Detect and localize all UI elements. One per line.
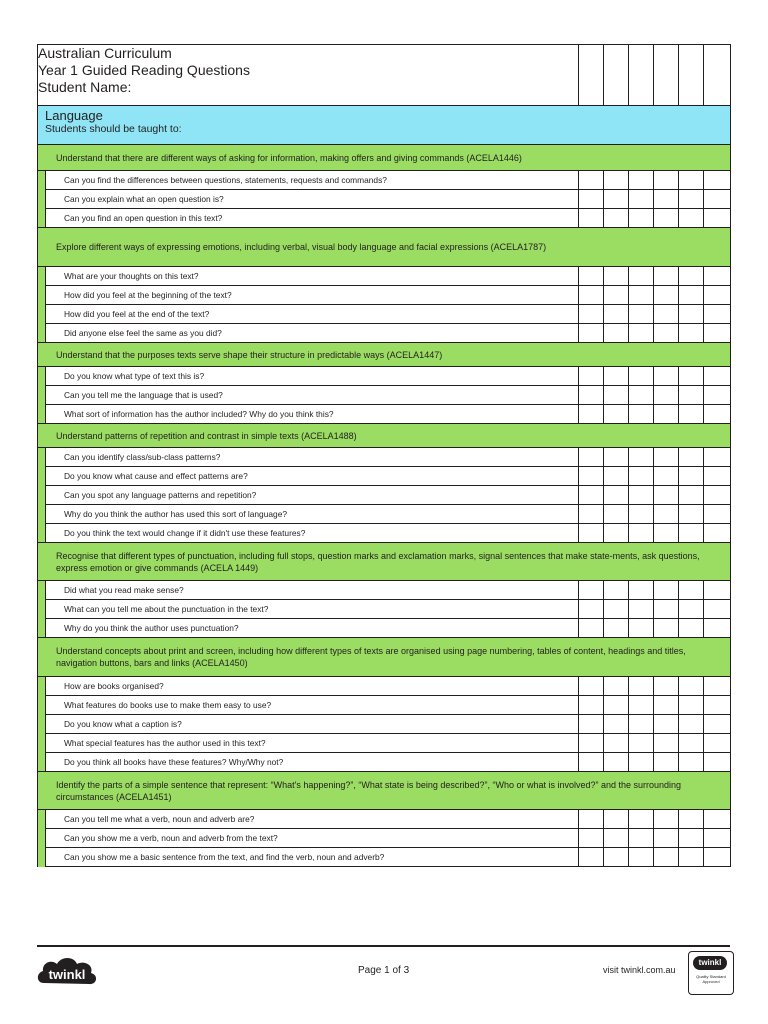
check-box[interactable] xyxy=(704,810,731,829)
check-box[interactable] xyxy=(604,619,629,638)
check-box[interactable] xyxy=(654,190,679,209)
section-spine xyxy=(38,448,46,467)
check-box[interactable] xyxy=(579,405,604,424)
question-text: What features do books use to make them easy to use? xyxy=(46,696,579,715)
check-box[interactable] xyxy=(629,829,654,848)
check-box[interactable] xyxy=(654,505,679,524)
header-check-cell xyxy=(629,45,654,106)
check-box[interactable] xyxy=(704,619,731,638)
check-box[interactable] xyxy=(629,753,654,772)
question-text: Can you identify class/sub-class patterns? xyxy=(46,448,579,467)
check-box[interactable] xyxy=(604,600,629,619)
check-box[interactable] xyxy=(629,448,654,467)
question-row xyxy=(38,324,731,343)
section-spine xyxy=(38,505,46,524)
check-box[interactable] xyxy=(604,405,629,424)
section-spine xyxy=(38,581,46,600)
section-spine xyxy=(38,171,46,190)
header-row xyxy=(38,45,731,106)
section-row xyxy=(38,772,731,810)
check-box[interactable] xyxy=(629,367,654,386)
check-box[interactable] xyxy=(579,190,604,209)
section-title: Understand that there are different ways of asking for information, making offers and giving commands (ACELA1446) xyxy=(38,145,731,171)
section-title: Identify the parts of a simple sentence that represent: “What's happening?”, “What state is being described?”, “Who or what is involved?” and the surrounding circumstances (ACELA1451) xyxy=(38,772,731,810)
check-box[interactable] xyxy=(679,367,704,386)
check-box[interactable] xyxy=(704,267,731,286)
check-box[interactable] xyxy=(579,600,604,619)
check-box[interactable] xyxy=(679,734,704,753)
quality-badge xyxy=(688,951,734,995)
question-row xyxy=(38,581,731,600)
section-title: Explore different ways of expressing emotions, including verbal, visual body language and facial expressions (ACELA1787) xyxy=(38,228,731,267)
section-spine xyxy=(38,810,46,829)
question-text: Do you know what type of text this is? xyxy=(46,367,579,386)
question-text: How did you feel at the beginning of the text? xyxy=(46,286,579,305)
question-text: How are books organised? xyxy=(46,677,579,696)
check-box[interactable] xyxy=(654,267,679,286)
question-text: Can you tell me the language that is used? xyxy=(46,386,579,405)
check-box[interactable] xyxy=(579,267,604,286)
question-text: Can you spot any language patterns and repetition? xyxy=(46,486,579,505)
section-title: Understand patterns of repetition and contrast in simple texts (ACELA1488) xyxy=(38,424,731,448)
question-row xyxy=(38,486,731,505)
check-box[interactable] xyxy=(579,619,604,638)
section-spine xyxy=(38,696,46,715)
check-box[interactable] xyxy=(579,171,604,190)
check-box[interactable] xyxy=(579,448,604,467)
check-box[interactable] xyxy=(704,209,731,228)
check-box[interactable] xyxy=(629,171,654,190)
section-row xyxy=(38,145,731,171)
check-box[interactable] xyxy=(604,467,629,486)
section-spine xyxy=(38,486,46,505)
check-box[interactable] xyxy=(679,190,704,209)
check-box[interactable] xyxy=(579,715,604,734)
section-row xyxy=(38,543,731,581)
check-box[interactable] xyxy=(604,209,629,228)
question-text: Did what you read make sense? xyxy=(46,581,579,600)
check-box[interactable] xyxy=(679,467,704,486)
check-box[interactable] xyxy=(704,753,731,772)
check-box[interactable] xyxy=(654,619,679,638)
header-cell xyxy=(38,45,579,106)
check-box[interactable] xyxy=(654,405,679,424)
section-spine xyxy=(38,305,46,324)
section-spine xyxy=(38,209,46,228)
section-spine xyxy=(38,267,46,286)
check-box[interactable] xyxy=(679,405,704,424)
logo-text: twinkl xyxy=(48,967,86,982)
header-check-cell xyxy=(604,45,629,106)
footer-rule xyxy=(37,945,730,947)
question-row xyxy=(38,386,731,405)
header-check-cell xyxy=(654,45,679,106)
question-row xyxy=(38,696,731,715)
worksheet xyxy=(37,44,730,867)
question-row xyxy=(38,715,731,734)
check-box[interactable] xyxy=(704,524,731,543)
question-row xyxy=(38,305,731,324)
check-box[interactable] xyxy=(579,677,604,696)
section-spine xyxy=(38,386,46,405)
section-spine xyxy=(38,677,46,696)
check-box[interactable] xyxy=(704,696,731,715)
band-title: Language xyxy=(45,108,103,123)
badge-logo: twinkl xyxy=(693,956,727,970)
check-box[interactable] xyxy=(629,486,654,505)
check-box[interactable] xyxy=(579,467,604,486)
check-box[interactable] xyxy=(704,448,731,467)
check-box[interactable] xyxy=(604,829,629,848)
question-row xyxy=(38,267,731,286)
check-box[interactable] xyxy=(654,486,679,505)
section-spine xyxy=(38,190,46,209)
check-box[interactable] xyxy=(629,190,654,209)
check-box[interactable] xyxy=(629,267,654,286)
page-number: Page 1 of 3 xyxy=(358,965,410,976)
check-box[interactable] xyxy=(704,600,731,619)
question-text: Do you think all books have these features? Why/Why not? xyxy=(46,753,579,772)
check-box[interactable] xyxy=(579,486,604,505)
check-box[interactable] xyxy=(629,677,654,696)
check-box[interactable] xyxy=(704,305,731,324)
check-box[interactable] xyxy=(704,324,731,343)
question-text: What sort of information has the author included? Why do you think this? xyxy=(46,405,579,424)
check-box[interactable] xyxy=(679,305,704,324)
question-text: Do you think the text would change if it didn't use these features? xyxy=(46,524,579,543)
check-box[interactable] xyxy=(679,600,704,619)
check-box[interactable] xyxy=(604,386,629,405)
header-check-cell xyxy=(704,45,731,106)
check-box[interactable] xyxy=(704,848,731,867)
check-box[interactable] xyxy=(629,715,654,734)
check-box[interactable] xyxy=(679,209,704,228)
check-box[interactable] xyxy=(629,386,654,405)
question-row xyxy=(38,367,731,386)
check-box[interactable] xyxy=(579,581,604,600)
worksheet-title: Year 1 Guided Reading Questions xyxy=(38,62,250,78)
check-box[interactable] xyxy=(704,715,731,734)
check-box[interactable] xyxy=(679,581,704,600)
header-check-cell xyxy=(679,45,704,106)
question-row xyxy=(38,619,731,638)
question-text: Can you tell me what a verb, noun and adverb are? xyxy=(46,810,579,829)
check-box[interactable] xyxy=(679,524,704,543)
question-row xyxy=(38,848,731,867)
question-text: How did you feel at the end of the text? xyxy=(46,305,579,324)
check-box[interactable] xyxy=(704,505,731,524)
section-spine xyxy=(38,753,46,772)
question-text: What are your thoughts on this text? xyxy=(46,267,579,286)
question-row xyxy=(38,677,731,696)
check-box[interactable] xyxy=(654,305,679,324)
check-box[interactable] xyxy=(629,524,654,543)
check-box[interactable] xyxy=(654,581,679,600)
check-box[interactable] xyxy=(654,810,679,829)
curriculum-title: Australian Curriculum xyxy=(38,45,172,61)
question-text: What can you tell me about the punctuation in the text? xyxy=(46,600,579,619)
question-row xyxy=(38,734,731,753)
check-box[interactable] xyxy=(629,734,654,753)
question-row xyxy=(38,405,731,424)
check-box[interactable] xyxy=(679,696,704,715)
check-box[interactable] xyxy=(679,677,704,696)
check-box[interactable] xyxy=(629,848,654,867)
section-spine xyxy=(38,600,46,619)
check-box[interactable] xyxy=(704,171,731,190)
question-row xyxy=(38,467,731,486)
check-box[interactable] xyxy=(579,848,604,867)
check-box[interactable] xyxy=(629,600,654,619)
section-spine xyxy=(38,467,46,486)
check-box[interactable] xyxy=(654,367,679,386)
student-name-label: Student Name: xyxy=(38,79,132,95)
language-band-cell xyxy=(38,106,731,145)
check-box[interactable] xyxy=(629,324,654,343)
section-row xyxy=(38,424,731,448)
check-box[interactable] xyxy=(654,324,679,343)
check-box[interactable] xyxy=(604,581,629,600)
check-box[interactable] xyxy=(654,286,679,305)
question-text: Can you find the differences between questions, statements, requests and commands? xyxy=(46,171,579,190)
check-box[interactable] xyxy=(679,286,704,305)
check-box[interactable] xyxy=(654,829,679,848)
question-table xyxy=(37,44,731,867)
header-check-cell xyxy=(579,45,604,106)
question-text: Do you know what a caption is? xyxy=(46,715,579,734)
site-link[interactable]: visit twinkl.com.au xyxy=(603,965,676,975)
check-box[interactable] xyxy=(629,505,654,524)
check-box[interactable] xyxy=(579,324,604,343)
question-text: What special features has the author used in this text? xyxy=(46,734,579,753)
check-box[interactable] xyxy=(579,810,604,829)
question-row xyxy=(38,171,731,190)
band-subtitle: Students should be taught to: xyxy=(45,123,182,135)
question-row xyxy=(38,190,731,209)
check-box[interactable] xyxy=(704,286,731,305)
check-box[interactable] xyxy=(704,677,731,696)
section-row xyxy=(38,343,731,367)
check-box[interactable] xyxy=(604,524,629,543)
check-box[interactable] xyxy=(679,810,704,829)
check-box[interactable] xyxy=(579,386,604,405)
question-row xyxy=(38,286,731,305)
check-box[interactable] xyxy=(629,305,654,324)
question-row xyxy=(38,753,731,772)
question-text: Do you know what cause and effect patterns are? xyxy=(46,467,579,486)
check-box[interactable] xyxy=(629,810,654,829)
check-box[interactable] xyxy=(679,386,704,405)
check-box[interactable] xyxy=(654,734,679,753)
question-text: Can you show me a verb, noun and adverb from the text? xyxy=(46,829,579,848)
section-spine xyxy=(38,405,46,424)
check-box[interactable] xyxy=(604,677,629,696)
check-box[interactable] xyxy=(654,848,679,867)
check-box[interactable] xyxy=(679,324,704,343)
check-box[interactable] xyxy=(704,581,731,600)
check-box[interactable] xyxy=(704,467,731,486)
check-box[interactable] xyxy=(629,467,654,486)
check-box[interactable] xyxy=(604,848,629,867)
check-box[interactable] xyxy=(704,386,731,405)
check-box[interactable] xyxy=(629,619,654,638)
check-box[interactable] xyxy=(679,848,704,867)
check-box[interactable] xyxy=(704,486,731,505)
check-box[interactable] xyxy=(654,715,679,734)
section-spine xyxy=(38,324,46,343)
check-box[interactable] xyxy=(604,696,629,715)
check-box[interactable] xyxy=(654,524,679,543)
check-box[interactable] xyxy=(704,734,731,753)
check-box[interactable] xyxy=(654,696,679,715)
check-box[interactable] xyxy=(629,405,654,424)
check-box[interactable] xyxy=(629,581,654,600)
question-text: Why do you think the author uses punctuation? xyxy=(46,619,579,638)
section-spine xyxy=(38,734,46,753)
question-row xyxy=(38,810,731,829)
question-text: Can you explain what an open question is? xyxy=(46,190,579,209)
question-row xyxy=(38,600,731,619)
check-box[interactable] xyxy=(579,753,604,772)
question-row xyxy=(38,448,731,467)
question-row xyxy=(38,524,731,543)
section-spine xyxy=(38,619,46,638)
check-box[interactable] xyxy=(629,209,654,228)
check-box[interactable] xyxy=(604,324,629,343)
check-box[interactable] xyxy=(679,448,704,467)
check-box[interactable] xyxy=(579,367,604,386)
section-title: Recognise that different types of punctuation, including full stops, question marks and exclamation marks, signal sentences that make state-ments, ask questions, express emotion or give commands (ACELA 1449) xyxy=(38,543,731,581)
check-box[interactable] xyxy=(654,753,679,772)
check-box[interactable] xyxy=(579,524,604,543)
check-box[interactable] xyxy=(579,505,604,524)
check-box[interactable] xyxy=(679,505,704,524)
question-text: Can you find an open question in this text? xyxy=(46,209,579,228)
section-spine xyxy=(38,848,46,867)
section-spine xyxy=(38,715,46,734)
section-spine xyxy=(38,286,46,305)
check-box[interactable] xyxy=(654,677,679,696)
check-box[interactable] xyxy=(579,829,604,848)
check-box[interactable] xyxy=(604,715,629,734)
check-box[interactable] xyxy=(604,753,629,772)
check-box[interactable] xyxy=(579,286,604,305)
check-box[interactable] xyxy=(679,829,704,848)
check-box[interactable] xyxy=(604,267,629,286)
section-row xyxy=(38,638,731,677)
section-title: Understand concepts about print and screen, including how different types of texts are organised using page numbering, tables of content, headings and titles, navigation buttons, bars and links (ACELA1450) xyxy=(38,638,731,677)
language-band xyxy=(38,106,731,145)
question-text: Did anyone else feel the same as you did? xyxy=(46,324,579,343)
check-box[interactable] xyxy=(604,486,629,505)
check-box[interactable] xyxy=(579,734,604,753)
check-box[interactable] xyxy=(604,448,629,467)
section-spine xyxy=(38,829,46,848)
check-box[interactable] xyxy=(704,190,731,209)
check-box[interactable] xyxy=(604,190,629,209)
check-box[interactable] xyxy=(654,467,679,486)
check-box[interactable] xyxy=(654,448,679,467)
check-box[interactable] xyxy=(579,209,604,228)
check-box[interactable] xyxy=(679,619,704,638)
check-box[interactable] xyxy=(604,505,629,524)
section-spine xyxy=(38,367,46,386)
check-box[interactable] xyxy=(679,171,704,190)
check-box[interactable] xyxy=(579,305,604,324)
check-box[interactable] xyxy=(604,171,629,190)
check-box[interactable] xyxy=(704,829,731,848)
check-box[interactable] xyxy=(704,367,731,386)
check-box[interactable] xyxy=(654,209,679,228)
check-box[interactable] xyxy=(654,171,679,190)
question-text: Why do you think the author has used this sort of language? xyxy=(46,505,579,524)
check-box[interactable] xyxy=(704,405,731,424)
check-box[interactable] xyxy=(579,696,604,715)
check-box[interactable] xyxy=(629,286,654,305)
check-box[interactable] xyxy=(604,305,629,324)
check-box[interactable] xyxy=(604,286,629,305)
question-text: Can you show me a basic sentence from the text, and find the verb, noun and adverb? xyxy=(46,848,579,867)
question-row xyxy=(38,505,731,524)
check-box[interactable] xyxy=(679,267,704,286)
check-box[interactable] xyxy=(679,715,704,734)
badge-text: Quality Standard Approved xyxy=(696,974,726,984)
check-box[interactable] xyxy=(679,753,704,772)
question-row xyxy=(38,209,731,228)
section-spine xyxy=(38,524,46,543)
check-box[interactable] xyxy=(654,600,679,619)
question-row xyxy=(38,829,731,848)
check-box[interactable] xyxy=(604,810,629,829)
check-box[interactable] xyxy=(629,696,654,715)
check-box[interactable] xyxy=(654,386,679,405)
check-box[interactable] xyxy=(604,367,629,386)
twinkl-logo xyxy=(34,953,100,989)
section-title: Understand that the purposes texts serve shape their structure in predictable ways (ACELA1447) xyxy=(38,343,731,367)
check-box[interactable] xyxy=(679,486,704,505)
check-box[interactable] xyxy=(604,734,629,753)
section-row xyxy=(38,228,731,267)
